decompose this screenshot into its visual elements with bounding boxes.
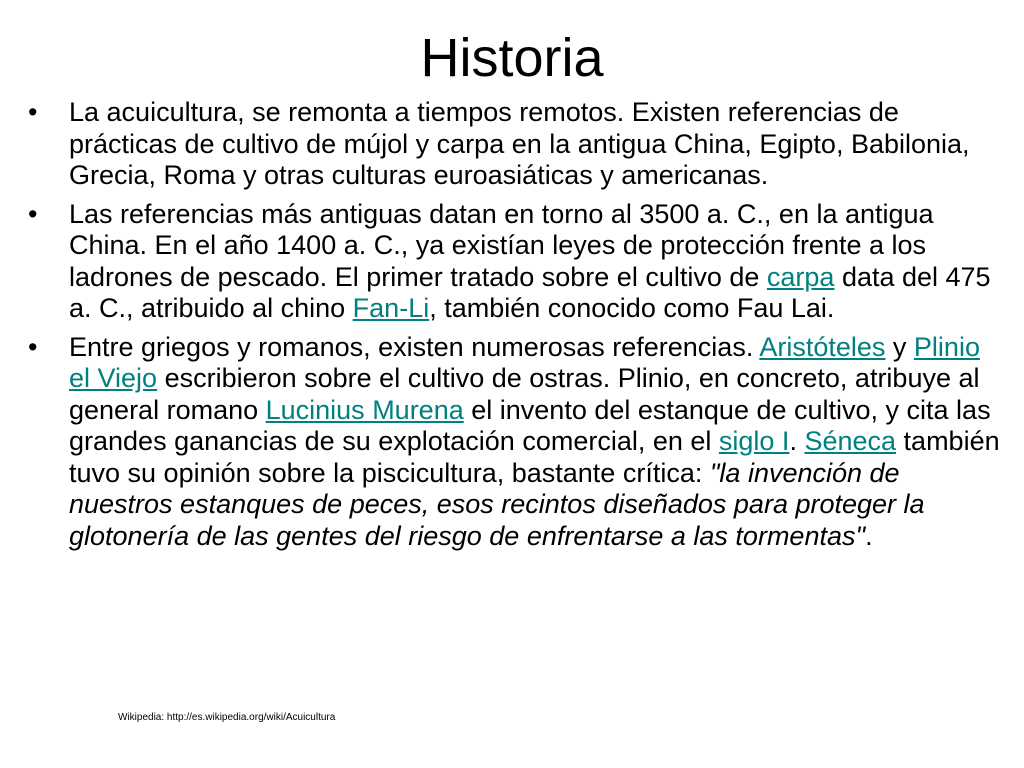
bullet-text: La acuicultura, se remonta a tiempos remotos. Existen referencias de prácticas de cultivo de mújol y carpa en la antigua China, Egipto, Babilonia, Grecia, Roma y otras culturas euroasiáticas y americanas.	[69, 97, 970, 190]
link-aristoteles[interactable]: Aristóteles	[759, 331, 886, 362]
bullet-text: también tuvo su opinión sobre la piscicultura, bastante crítica:	[69, 426, 1000, 488]
link-siglo-i[interactable]: siglo I	[718, 426, 790, 456]
link-carpa[interactable]: carpa	[766, 261, 835, 292]
bullet-text: .	[865, 520, 873, 551]
bullet-item-1	[28, 97, 1003, 192]
bullet-text: escribieron sobre el cultivo de ostras. Plinio, en concreto, atribuye al general romano	[69, 363, 980, 425]
source-citation: Wikipedia: http://es.wikipedia.org/wiki/Acuicultura	[118, 712, 336, 723]
bullet-text: , también conocido como Fau Lai.	[429, 293, 835, 323]
slide-title: Historia	[420, 28, 604, 88]
bullet-list	[28, 97, 1003, 559]
bullet-item-3	[28, 332, 1003, 553]
link-seneca[interactable]: Séneca	[804, 426, 897, 456]
bullet-text: data del 475 a. C., atribuido al chino	[69, 261, 991, 323]
bullet-text: Las referencias más antiguas datan en torno al 3500 a. C., en la antigua China. En el año 1400 a. C., ya existían leyes de protección frente a los ladrones de pescado. El primer tratado sobre el cultivo de	[69, 198, 934, 292]
bullet-icon: •	[28, 331, 38, 362]
bullet-icon: •	[28, 97, 38, 127]
seneca-quote: "la invención de nuestros estanques de peces, esos recintos diseñados para proteger la glotonería de las gentes del riesgo de enfrentarse a las tormentas"	[69, 457, 925, 551]
link-plinio-el-viejo[interactable]: Plinio el Viejo	[69, 331, 980, 393]
bullet-item-2	[28, 199, 1003, 325]
bullet-text: .	[789, 426, 805, 456]
link-fan-li[interactable]: Fan-Li	[352, 293, 430, 323]
bullet-text: y	[885, 331, 914, 362]
bullet-icon: •	[28, 198, 38, 229]
bullet-text: el invento del estanque de cultivo, y cita las grandes ganancias de su explotación comercial, en el	[69, 394, 991, 456]
link-lucinius-murena[interactable]: Lucinius Murena	[265, 394, 464, 425]
bullet-text: Entre griegos y romanos, existen numerosas referencias.	[69, 331, 760, 362]
